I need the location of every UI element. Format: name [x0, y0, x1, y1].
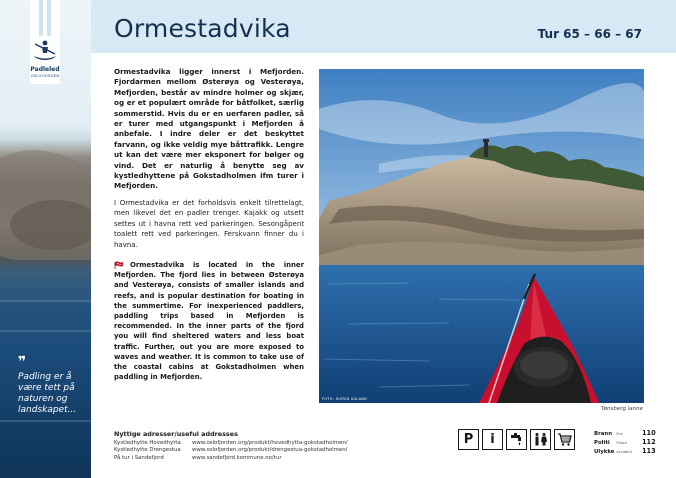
- main-photo: [319, 69, 644, 403]
- emergency-row: [594, 438, 656, 447]
- kayaker-icon: [33, 38, 57, 64]
- emergency-sublabel: Fire: [616, 432, 623, 436]
- rock-shape: [10, 200, 91, 250]
- english-paragraph-text: Ormestadvika is located in the inner Mefjorden. The fjord lies in between Østerøya and Vesterøya, consists of smaller islands and reefs, and is popular destination for boating in the summertime. For inexperienced paddlers, paddling trips based in Mefjorden is recommended. In the inner parts of the fjord you will find sheltered waters and less boat traffic. Further, out you are more exposed to waves and weather. It is common to take use of the coastal cabins at Gokstadholmen when paddling in Mefjorden.: [114, 260, 304, 382]
- address-name: Kystledhytte Hovedhytta: [114, 440, 181, 446]
- emergency-number: 113: [641, 447, 656, 456]
- emergency-number: 112: [641, 438, 656, 447]
- water-tap-icon: [506, 429, 527, 450]
- address-name: Kystledhytte Drengestua: [114, 447, 181, 454]
- info-icon: i: [482, 429, 503, 450]
- sidebar-photo-strip: [0, 0, 91, 478]
- sidebar-quote: Padling er å være tett på naturen og landskapet...: [18, 372, 77, 415]
- address-row: [114, 447, 348, 454]
- emergency-numbers: [594, 429, 656, 457]
- intro-paragraph: Ormestadvika ligger innerst i Mefjorden. Fjordarmen mellom Østerøya og Vesterøya, Mefjorden, består av mindre holmer og skjær, og er et populært område for båtfolket, særlig sommerstid. Hvis du er en uerfaren padler, så er turer med utgangspunkt i Mefjorden å anbefale. I indre deler er det beskyttet farvann, og ikke veldig mye båttrafikk. Lengre ut kan det være mer eksponert for bølger og vind. Det er naturlig å benytte seg av kystledhyttene på Gokstadholmen ifm turer i Mefjorden.: [114, 67, 304, 191]
- water-ripple: [0, 300, 91, 302]
- water-ripple: [0, 330, 91, 332]
- page-title: Ormestadvika: [114, 14, 291, 43]
- address-row: [114, 455, 348, 462]
- tour-numbers: Tur 65 – 66 – 67: [537, 27, 642, 41]
- emergency-sublabel: Accident: [616, 450, 632, 455]
- address-url[interactable]: www.sandefjord.kommune.no/tur: [192, 454, 282, 461]
- parking-icon: P: [458, 429, 479, 450]
- padleled-logo: [30, 0, 60, 84]
- emergency-sublabel: Police: [616, 441, 627, 446]
- address-url[interactable]: www.oslofjorden.org/produkt/drengestua-gokstadholmen/: [192, 447, 348, 454]
- logo-subtitle: OSLOFJORDEN: [30, 74, 60, 78]
- emergency-label: Brann: [594, 431, 613, 437]
- body-text-column: [114, 67, 304, 382]
- kayak-fjord-photo: [319, 69, 644, 403]
- english-flag-icon: [114, 261, 124, 269]
- facilities-paragraph: I Ormestadvika er det forholdsvis enkelt tilrettelagt, men likevel det en padler trenger. Kajakk og utsett settes ut i havna rett ved parkeringen. Sesongåpent toalett rett ved parkeringen. Ferskvann finner du i havna.: [114, 198, 304, 249]
- photo-caption: Tønsberg lanne: [600, 406, 643, 412]
- addresses-heading: Nyttige adresser/useful addresses: [114, 430, 238, 438]
- address-name: På tur i Sandefjord: [114, 454, 164, 461]
- address-row: [114, 440, 348, 447]
- emergency-label: Ulykke: [594, 449, 615, 456]
- water-ripple: [0, 420, 91, 422]
- photo-credit: FOTO: SIGRID ASLAND: [322, 397, 368, 401]
- shopping-cart-icon: [554, 429, 575, 450]
- emergency-number: 110: [641, 429, 656, 437]
- logo-name: Padleled: [30, 66, 60, 73]
- emergency-label: Politi: [594, 440, 610, 447]
- emergency-row: [594, 429, 656, 438]
- emergency-row: [594, 447, 656, 456]
- addresses-table: [114, 440, 348, 462]
- english-paragraph: [114, 260, 304, 382]
- toilet-icon: [530, 429, 551, 450]
- address-url[interactable]: www.oslofjorden.org/produkt/hovedhytta-gokstadholmen/: [192, 440, 348, 446]
- service-icons: [458, 429, 575, 450]
- quote-icon: ❞: [18, 354, 27, 370]
